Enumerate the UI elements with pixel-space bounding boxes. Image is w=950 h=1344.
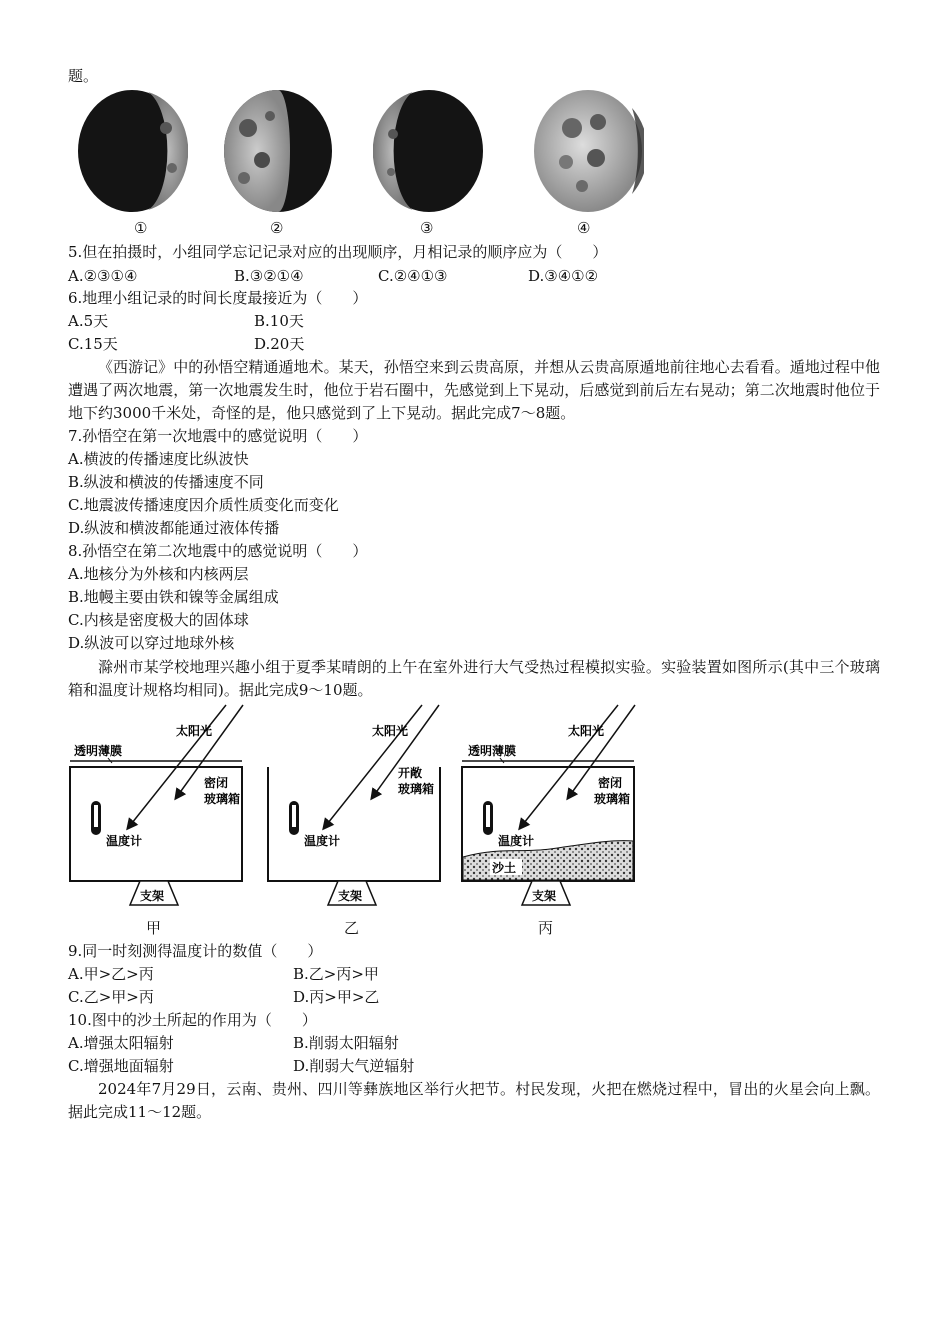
box-bing (460, 703, 642, 913)
q7-stem: 7.孙悟空在第一次地震中的感觉说明（ ） (68, 427, 368, 445)
q7-option-c[interactable]: C.地震波传播速度因介质性质变化而变化 (68, 496, 339, 514)
q6-option-b[interactable]: B.10天 (254, 312, 304, 330)
q7-option-d[interactable]: D.纵波和横波都能通过液体传播 (68, 519, 280, 537)
q8-option-c[interactable]: C.内核是密度极大的固体球 (68, 611, 249, 629)
moon-photo-1 (76, 88, 188, 214)
q5-option-d[interactable]: D.③④①② (528, 267, 599, 285)
q9-option-d[interactable]: D.丙>甲>乙 (293, 988, 380, 1006)
q9-option-c[interactable]: C.乙>甲>丙 (68, 988, 154, 1006)
passage-7-8: 《西游记》中的孙悟空精通遁地术。某天，孙悟空来到云贵高原，并想从云贵高原遁地前往地心去看看。遁地过程中他遭遇了两次地震，第一次地震发生时，他位于岩石圈中，先感觉到上下晃动，后感觉到前后左右晃动；第二次地震时他位于地下约3000千米处，奇怪的是，他只感觉到了上下晃动。据此完成7～8题。 (68, 358, 880, 422)
q10-option-c[interactable]: C.增强地面辐射 (68, 1057, 174, 1075)
stand-label-yi: 支架 (338, 889, 363, 903)
q9-option-b[interactable]: B.乙>丙>甲 (293, 965, 379, 983)
q10-option-d[interactable]: D.削弱大气逆辐射 (293, 1057, 415, 1075)
q5-option-c[interactable]: C.②④①③ (378, 267, 448, 285)
open-label-yi-2: 玻璃箱 (398, 782, 435, 796)
thermometer-label-bing: 温度计 (498, 834, 535, 848)
sunlight-label-yi: 太阳光 (372, 724, 409, 738)
top-fragment: 题。 (68, 67, 99, 85)
open-label-yi-1: 开敞 (398, 766, 423, 780)
q6-option-d[interactable]: D.20天 (254, 335, 305, 353)
moon-photo-2 (222, 88, 334, 214)
q10-option-a[interactable]: A.增强太阳辐射 (68, 1034, 174, 1052)
sealed-label-bing-1: 密闭 (598, 776, 623, 790)
q5-option-a[interactable]: A.②③①④ (68, 267, 138, 285)
sealed-label-jia-1: 密闭 (204, 776, 229, 790)
q7-option-b[interactable]: B.纵波和横波的传播速度不同 (68, 473, 264, 491)
box-label-yi: 乙 (344, 919, 360, 937)
moon-label-3: ③ (420, 219, 434, 237)
film-label-bing: 透明薄膜 (468, 744, 517, 758)
sand-label-bing: 沙土 (492, 861, 517, 875)
film-label-jia: 透明薄膜 (74, 744, 123, 758)
box-label-bing: 丙 (538, 919, 554, 937)
q5-option-b[interactable]: B.③②①④ (234, 267, 304, 285)
q8-option-a[interactable]: A.地核分为外核和内核两层 (68, 565, 249, 583)
sealed-label-bing-2: 玻璃箱 (594, 792, 631, 806)
box-yi (264, 703, 446, 913)
passage-9-10: 滁州市某学校地理兴趣小组于夏季某晴朗的上午在室外进行大气受热过程模拟实验。实验装置如图所示(其中三个玻璃箱和温度计规格均相同)。据此完成9～10题。 (68, 658, 880, 699)
thermometer-label-jia: 温度计 (106, 834, 143, 848)
stand-label-jia: 支架 (140, 889, 165, 903)
moon-label-1: ① (134, 219, 148, 237)
q10-stem: 10.图中的沙土所起的作用为（ ） (68, 1011, 317, 1029)
q8-option-d[interactable]: D.纵波可以穿过地球外核 (68, 634, 235, 652)
sealed-label-jia-2: 玻璃箱 (204, 792, 241, 806)
moon-photo-4 (532, 88, 644, 214)
box-label-jia: 甲 (146, 919, 162, 937)
moon-label-2: ② (270, 219, 284, 237)
sunlight-label-bing: 太阳光 (568, 724, 605, 738)
passage-11-12: 2024年7月29日，云南、贵州、四川等彝族地区举行火把节。村民发现，火把在燃烧过程中，冒出的火星会向上飘。据此完成11～12题。 (68, 1080, 880, 1121)
q5-stem: 5.但在拍摄时，小组同学忘记记录对应的出现顺序，月相记录的顺序应为（ ） (68, 243, 608, 261)
box-jia (68, 703, 250, 913)
q7-option-a[interactable]: A.横波的传播速度比纵波快 (68, 450, 249, 468)
q6-stem: 6.地理小组记录的时间长度最接近为（ ） (68, 289, 368, 307)
moon-label-4: ④ (577, 219, 591, 237)
q6-option-a[interactable]: A.5天 (68, 312, 109, 330)
q9-stem: 9.同一时刻测得温度计的数值（ ） (68, 942, 323, 960)
q9-option-a[interactable]: A.甲>乙>丙 (68, 965, 154, 983)
stand-label-bing: 支架 (532, 889, 557, 903)
thermometer-label-yi: 温度计 (304, 834, 341, 848)
q8-option-b[interactable]: B.地幔主要由铁和镍等金属组成 (68, 588, 279, 606)
q6-option-c[interactable]: C.15天 (68, 335, 118, 353)
moon-photo-3 (373, 88, 485, 214)
q10-option-b[interactable]: B.削弱太阳辐射 (293, 1034, 399, 1052)
q8-stem: 8.孙悟空在第二次地震中的感觉说明（ ） (68, 542, 368, 560)
sunlight-label-jia: 太阳光 (176, 724, 213, 738)
